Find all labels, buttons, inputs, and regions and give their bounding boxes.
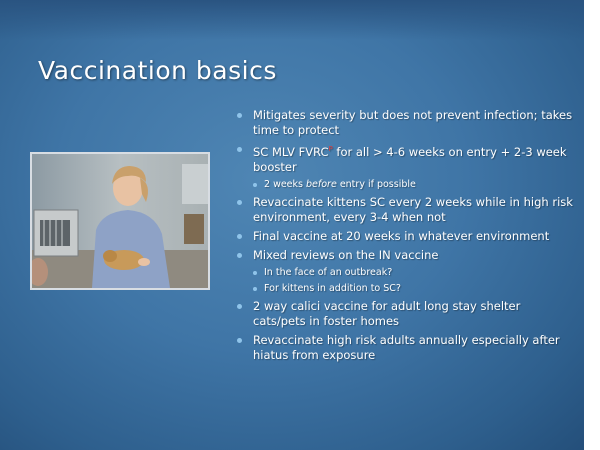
bullet-dot-icon [237,338,242,343]
bullet-dot-icon [237,253,242,258]
bullet-text-start: SC MLV FVRC [253,144,329,159]
bullet-dot-icon [237,200,242,205]
sub-bullet-item [234,179,574,191]
bullet-text: Revaccinate kittens SC every 2 weeks while in high risk environment, every 3-4 when not [253,194,573,224]
bullet-item [234,299,574,329]
bullet-text: 2 way calici vaccine for adult long stay shelter cats/pets in foster homes [253,298,521,328]
bullet-text: Revaccinate high risk adults annually especially after hiatus from exposure [253,332,560,362]
bullet-dot-icon [237,304,242,309]
bullet-item [234,142,574,175]
slide-title: Vaccination basics [38,56,277,85]
bullet-item [234,108,574,138]
bullet-item [234,195,574,225]
bullet-item [234,333,574,363]
bullet-text: Mixed reviews on the IN vaccine [253,247,439,262]
bullet-text-start: 2 weeks [264,178,306,190]
bullet-text-end: entry if possible [336,178,416,190]
bullet-dot-icon [237,234,242,239]
bullet-dot-icon [253,183,257,187]
bullet-superscript-mark: P [328,145,333,153]
bullet-text: For kittens in addition to SC? [264,282,401,294]
bullet-item [234,229,574,244]
bullet-dot-icon [237,147,242,152]
bullet-dot-icon [253,287,257,291]
bullet-dot-icon [237,113,242,118]
bullet-emphasis: before [306,178,337,190]
photo-illustration [32,154,208,288]
bullet-dot-icon [253,271,257,275]
bullet-item [234,248,574,263]
bullet-text: Final vaccine at 20 weeks in whatever environment [253,228,550,243]
bullet-text-end: for all > 4-6 weeks on entry + 2-3 week booster [253,144,567,174]
sub-bullet-item [234,267,574,279]
veterinarian-with-kitten-photo [30,152,210,290]
slide-top-band [0,0,584,40]
bullet-text: Mitigates severity but does not prevent infection; takes time to protect [253,108,573,137]
sub-bullet-item [234,283,574,295]
bullet-list [234,108,574,367]
bullet-text: In the face of an outbreak? [264,266,393,278]
